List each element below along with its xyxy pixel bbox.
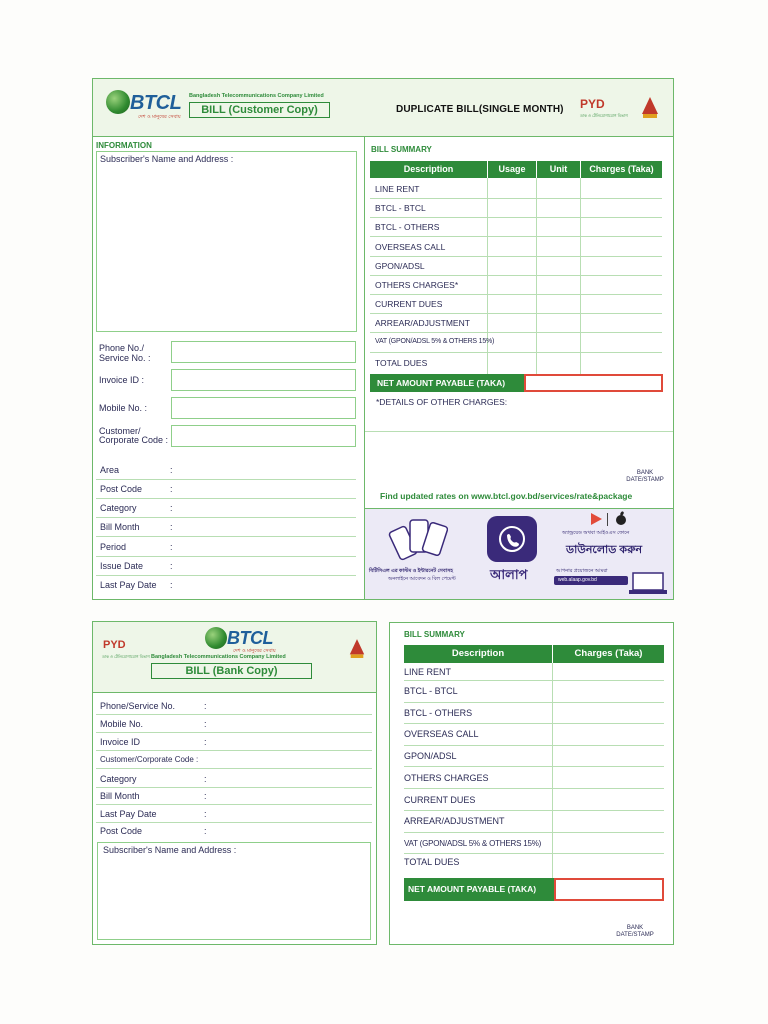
area-colon: :: [170, 465, 173, 475]
col-unit: Unit: [537, 161, 580, 178]
issue-date-colon: :: [170, 561, 173, 571]
table-row: CURRENT DUES: [404, 795, 476, 805]
row-divider: [404, 832, 664, 833]
table-row: LINE RENT: [404, 667, 452, 677]
net-amount-box[interactable]: [524, 374, 663, 392]
row-divider: [370, 294, 662, 295]
bill-month-colon: :: [170, 522, 173, 532]
invoice-colon: :: [204, 737, 207, 747]
period-line: [96, 556, 356, 557]
row-divider: [404, 788, 664, 789]
category-label: Category: [100, 774, 137, 784]
globe-icon: [106, 90, 130, 114]
col-description: Description: [370, 161, 487, 178]
table-row: BTCL - BTCL: [375, 203, 426, 213]
row-divider: [404, 702, 664, 703]
information-heading: INFORMATION: [96, 141, 152, 150]
row-divider: [370, 256, 662, 257]
btcl-tagline: দেশ ও মানুষের সেবায়: [233, 648, 276, 654]
category-label: Category: [100, 503, 137, 513]
customer-code-label-2: Corporate Code :: [99, 435, 169, 445]
table-row: CURRENT DUES: [375, 299, 443, 309]
phone-service-colon: :: [204, 701, 207, 711]
row-divider: [404, 853, 664, 854]
mobile-label: Mobile No.: [100, 719, 144, 729]
bank-header-divider: [93, 692, 376, 693]
post-code-colon: :: [170, 484, 173, 494]
mobile-input[interactable]: [171, 397, 356, 419]
table-row: VAT (GPON/ADSL 5% & OTHERS 15%): [375, 338, 495, 345]
field-divider: [96, 787, 372, 788]
pyd-logo: PYD: [103, 639, 126, 651]
bank-net-amount-box[interactable]: [554, 878, 664, 901]
phone-input[interactable]: [171, 341, 356, 363]
field-divider: [96, 732, 372, 733]
store-divider: [607, 513, 608, 526]
period-label: Period: [100, 542, 127, 552]
laptop-icon: [628, 572, 668, 596]
emblem-icon: [348, 638, 366, 660]
btcl-logo-text: BTCL: [130, 92, 182, 114]
bill-month-label: Bill Month: [100, 791, 140, 801]
btcl-tagline: দেশ ও মানুষের সেবায়: [138, 114, 181, 120]
alaap-app-icon: [487, 516, 537, 562]
btcl-logo-text: BTCL: [227, 628, 273, 648]
row-divider: [370, 352, 662, 353]
customer-code-label: Customer/Corporate Code :: [100, 755, 199, 764]
bank-net-amount-label: NET AMOUNT PAYABLE (TAKA): [404, 878, 554, 901]
area-label: Area: [100, 465, 120, 475]
field-divider: [96, 822, 372, 823]
mobile-label: Mobile No. :: [99, 403, 148, 413]
bank-stamp-1: BANK: [636, 470, 654, 476]
post-code-line: [96, 498, 356, 499]
field-divider: [96, 768, 372, 769]
apple-icon: [614, 511, 628, 526]
last-pay-date-colon: :: [204, 809, 207, 819]
table-row: BTCL - BTCL: [404, 686, 458, 696]
customer-header-divider: [93, 136, 673, 137]
post-code-colon: :: [204, 826, 207, 836]
company-name: Bangladesh Telecommunications Company Limited: [151, 654, 286, 660]
bank-table-vline: [552, 663, 553, 878]
bank-stamp-2: DATE/STAMP: [626, 477, 664, 483]
invoice-input[interactable]: [171, 369, 356, 391]
last-pay-date-colon: :: [170, 580, 173, 590]
row-divider: [404, 766, 664, 767]
row-divider: [370, 217, 662, 218]
table-row: TOTAL DUES: [375, 358, 428, 368]
play-store-icon: [589, 512, 603, 526]
bill-month-label: Bill Month: [100, 522, 140, 532]
alaap-phone-icon: [497, 524, 527, 554]
duplicate-bill-title: DUPLICATE BILL(SINGLE MONTH): [396, 104, 564, 115]
period-colon: :: [170, 542, 173, 552]
field-divider: [96, 750, 372, 751]
table-row: OVERSEAS CALL: [375, 242, 446, 252]
bank-stamp-1: BANK: [626, 925, 644, 931]
details-other-charges: *DETAILS OF OTHER CHARGES:: [376, 397, 508, 407]
category-line: [96, 517, 356, 518]
bill-summary-heading: BILL SUMMARY: [371, 145, 432, 154]
btcl-logo: [203, 625, 283, 655]
last-pay-date-label: Last Pay Date: [100, 809, 157, 819]
ad-right-text-1: অ্যান্ড্রয়েড অথবা আইওএস ফোনে: [562, 530, 630, 536]
area-line: [96, 479, 356, 480]
ad-right-text-3: আপনার প্রয়োজনে আমরা: [556, 568, 608, 574]
table-row: LINE RENT: [375, 184, 420, 194]
col-usage: Usage: [488, 161, 536, 178]
emblem-icon: [640, 96, 660, 120]
bill-month-colon: :: [204, 791, 207, 801]
issue-date-label: Issue Date: [100, 561, 144, 571]
rates-link[interactable]: Find updated rates on www.btcl.gov.bd/services/rate&package: [380, 491, 633, 501]
mobile-colon: :: [204, 719, 207, 729]
customer-code-input[interactable]: [171, 425, 356, 447]
bank-subscriber-label: Subscriber's Name and Address :: [103, 845, 237, 855]
field-divider: [96, 804, 372, 805]
post-code-label: Post Code: [100, 484, 143, 494]
subscriber-box: [96, 151, 357, 332]
field-divider: [96, 714, 372, 715]
phone-service-label: Phone/Service No.: [100, 701, 176, 711]
phone-label-2: Service No. :: [99, 353, 151, 363]
category-colon: :: [170, 503, 173, 513]
row-divider: [370, 313, 662, 314]
table-row: GPON/ADSL: [375, 261, 425, 271]
table-row: ARREAR/ADJUSTMENT: [375, 318, 470, 328]
row-divider: [404, 745, 664, 746]
bank-subscriber-box: [97, 842, 371, 940]
bank-copy-label: BILL (Bank Copy): [151, 663, 312, 679]
net-amount-label: NET AMOUNT PAYABLE (TAKA): [370, 374, 524, 392]
table-row: OVERSEAS CALL: [404, 729, 479, 739]
last-pay-date-label: Last Pay Date: [100, 580, 157, 590]
ad-download-text: ডাউনলোড করুন: [566, 544, 643, 556]
post-code-label: Post Code: [100, 826, 143, 836]
row-divider: [404, 680, 664, 681]
bill-month-line: [96, 536, 356, 537]
invoice-label: Invoice ID: [100, 737, 141, 747]
table-row: BTCL - OTHERS: [404, 708, 473, 718]
col-charges: Charges (Taka): [581, 161, 662, 178]
row-divider: [404, 810, 664, 811]
ad-left-text-2: অনলাইনে আবেদন ও বিল পেমেন্ট: [388, 576, 456, 582]
ad-left-text-1: বিটিসিএল এর কাস্টম ও ইন্টারনেট সেবাসহ: [369, 568, 454, 574]
pyd-tagline: ডাক ও টেলিযোগাযোগ বিভাগ: [102, 654, 150, 659]
customer-copy-label: BILL (Customer Copy): [189, 102, 330, 118]
table-row: ARREAR/ADJUSTMENT: [404, 816, 505, 826]
bank-bill-summary-heading: BILL SUMMARY: [404, 630, 465, 639]
table-row: VAT (GPON/ADSL 5% & OTHERS 15%): [404, 839, 542, 848]
table-row: OTHERS CHARGES: [404, 773, 489, 783]
bank-stamp-2: DATE/STAMP: [616, 932, 654, 938]
category-colon: :: [204, 774, 207, 784]
table-row: OTHERS CHARGES*: [375, 280, 459, 290]
details-divider: [365, 431, 673, 432]
pyd-tagline: ডাক ও টেলিযোগাযোগ বিভাগ: [580, 113, 628, 118]
table-row: BTCL - OTHERS: [375, 222, 440, 232]
bank-col-charges: Charges (Taka): [553, 645, 664, 663]
row-divider: [370, 275, 662, 276]
invoice-label: Invoice ID :: [99, 375, 145, 385]
btcl-logo: [104, 88, 184, 122]
issue-date-line: [96, 575, 356, 576]
phone-label-1: Phone No./: [99, 343, 145, 353]
row-divider: [370, 198, 662, 199]
subscriber-label: Subscriber's Name and Address :: [100, 154, 234, 164]
table-vline-2: [536, 178, 537, 374]
row-divider: [370, 236, 662, 237]
globe-icon: [205, 627, 227, 649]
table-row: TOTAL DUES: [404, 857, 460, 867]
phones-illustration-icon: [388, 514, 448, 566]
row-divider: [404, 723, 664, 724]
table-row: GPON/ADSL: [404, 751, 457, 761]
company-name: Bangladesh Telecommunications Company Limited: [189, 93, 324, 99]
table-vline-3: [580, 178, 581, 374]
ad-url[interactable]: web.alaap.gov.bd: [558, 577, 597, 583]
row-divider: [370, 332, 662, 333]
pyd-logo: PYD: [580, 97, 605, 111]
alaap-app-name: আলাপ: [490, 567, 528, 582]
customer-code-label-1: Customer/: [99, 426, 141, 436]
bank-col-description: Description: [404, 645, 552, 663]
